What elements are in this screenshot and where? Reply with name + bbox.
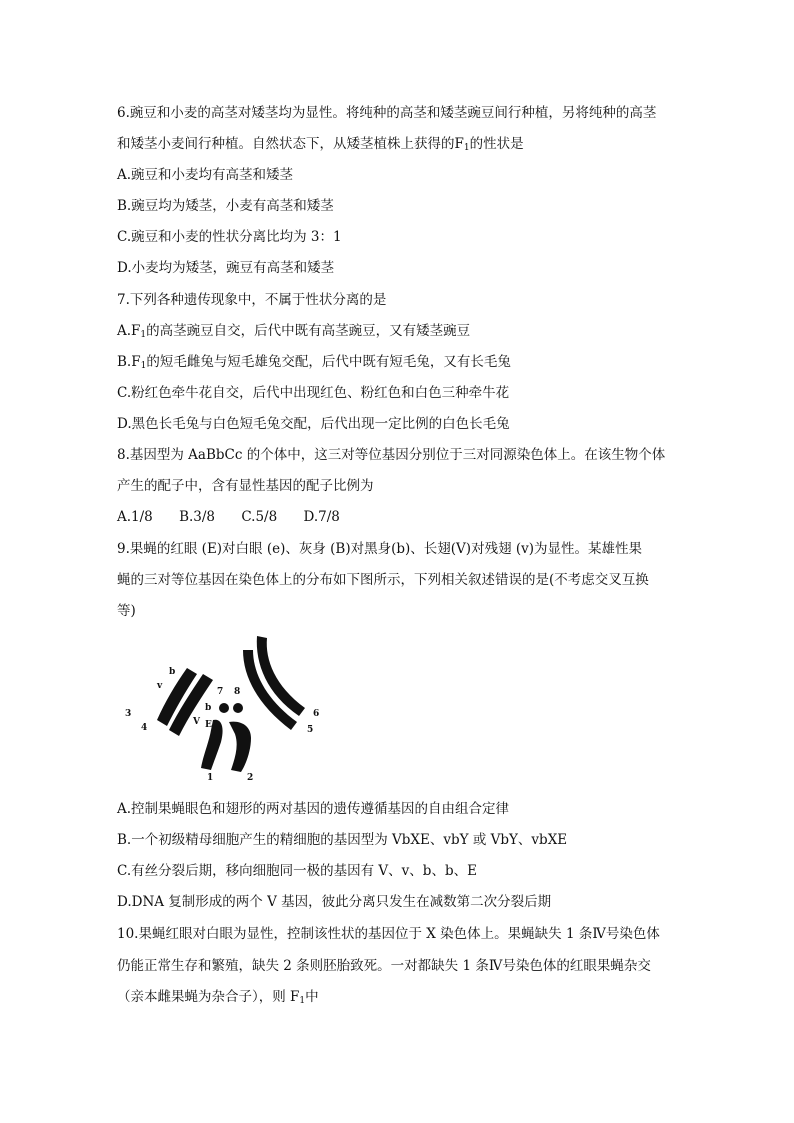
q10-stem-tail: 中: [305, 989, 319, 1005]
q7-option-c: C.粉红色牵牛花自交，后代中出现红色、粉红色和白色三种牵牛花: [117, 385, 510, 401]
q7-stem: 7.下列各种遗传现象中，不属于性状分离的是: [117, 292, 387, 308]
q8-options: [117, 507, 362, 527]
chromosome-8: [233, 703, 243, 713]
q8-stem-line-1: 8.基因型为 AaBbCc 的个体中，这三对等位基因分别位于三对同源染色体上。在该生物个体: [117, 447, 666, 463]
q10-stem-line-2: 仍能正常生存和繁殖，缺失 2 条则胚胎致死。一对都缺失 1 条Ⅳ号染色体的红眼果蝇杂交: [117, 958, 651, 974]
q9-option-c: C.有丝分裂后期，移向细胞同一极的基因有 V、v、b、b、E: [117, 863, 477, 879]
q10-stem-line-3: [117, 987, 319, 1011]
q7-option-b-prefix: B.F: [117, 354, 141, 370]
q7-option-d: D.黑色长毛兔与白色短毛兔交配，后代出现一定比例的白色长毛兔: [117, 416, 510, 432]
q9-option-a: A.控制果蝇眼色和翅形的两对基因的遗传遵循基因的自由组合定律: [117, 801, 510, 817]
q6-subscript: 1: [463, 143, 470, 153]
q6-stem-tail: 的性状是: [469, 136, 524, 152]
label-2: 2: [247, 773, 254, 780]
label-6: 6: [313, 709, 320, 719]
q9-stem-line-2: 蝇的三对等位基因在染色体上的分布如下图所示，下列相关叙述错误的是(不考虑交叉互换: [117, 572, 649, 588]
q7-option-a-text: 的高茎豌豆自交，后代中既有高茎豌豆，又有矮茎豌豆: [146, 323, 471, 339]
q8-option-d: D.7/8: [303, 509, 340, 525]
q6-option-b: B.豌豆均为矮茎，小麦有高茎和矮茎: [117, 198, 334, 214]
q6-stem-line-2: [117, 134, 524, 158]
label-E: E: [205, 720, 212, 730]
q10-subscript: 1: [299, 996, 306, 1006]
q10-stem-text: （亲本雌果蝇为杂合子），则 F: [117, 989, 300, 1005]
q7-option-a: [117, 321, 470, 345]
chromosome-7: [219, 703, 229, 713]
q7-option-a-subscript: 1: [140, 330, 147, 340]
label-b-mid: b: [205, 703, 212, 713]
q7-option-b-text: 的短毛雌兔与短毛雄兔交配，后代中既有短毛兔，又有长毛兔: [146, 354, 511, 370]
chromosome-2: [229, 722, 251, 772]
label-v: v: [157, 681, 163, 691]
q6-option-d: D.小麦均为矮茎，豌豆有高茎和矮茎: [117, 260, 335, 276]
q9-stem-line-3: 等): [117, 603, 136, 619]
label-3: 3: [125, 709, 132, 719]
chromosome-5: [243, 650, 297, 730]
label-4: 4: [141, 723, 148, 733]
chromosome-figure: [117, 630, 337, 780]
q8-option-a: A.1/8: [117, 509, 153, 525]
q9-option-b: B.一个初级精母细胞产生的精细胞的基因型为 VbXE、vbY 或 VbY、vbXE: [117, 832, 568, 848]
q9-stem-line-1: 9.果蝇的红眼 (E)对白眼 (e)、灰身 (B)对黑身(b)、长翅(V)对残翅 (v)为显性。某雄性果: [117, 541, 643, 557]
q6-option-a: A.豌豆和小麦均有高茎和矮茎: [117, 167, 294, 183]
q6-stem-text: 和矮茎小麦间行种植。自然状态下，从矮茎植株上获得的F: [117, 136, 464, 152]
label-1: 1: [207, 773, 214, 780]
q8-stem-line-2: 产生的配子中，含有显性基因的配子比例为: [117, 478, 374, 494]
q9-option-d: D.DNA 复制形成的两个 V 基因，彼此分离只发生在减数第二次分裂后期: [117, 894, 552, 910]
q7-option-b-subscript: 1: [140, 361, 147, 371]
q6-stem-line-1: 6.豌豆和小麦的高茎对矮茎均为显性。将纯种的高茎和矮茎豌豆间行种植，另将纯种的高茎: [117, 105, 657, 121]
q10-stem-line-1: 10.果蝇红眼对白眼为显性，控制该性状的基因位于 X 染色体上。果蝇缺失 1 条Ⅳ号染色体: [117, 926, 660, 942]
label-5: 5: [307, 725, 314, 735]
label-V: V: [193, 717, 200, 727]
label-8: 8: [234, 687, 241, 697]
q7-option-b: [117, 352, 511, 376]
q8-option-c: C.5/8: [241, 509, 278, 525]
q6-option-c: C.豌豆和小麦的性状分离比均为 3：1: [117, 229, 342, 245]
q8-option-b: B.3/8: [179, 509, 216, 525]
label-7: 7: [217, 687, 224, 697]
q7-option-a-prefix: A.F: [117, 323, 141, 339]
label-b-top: b: [169, 667, 176, 677]
